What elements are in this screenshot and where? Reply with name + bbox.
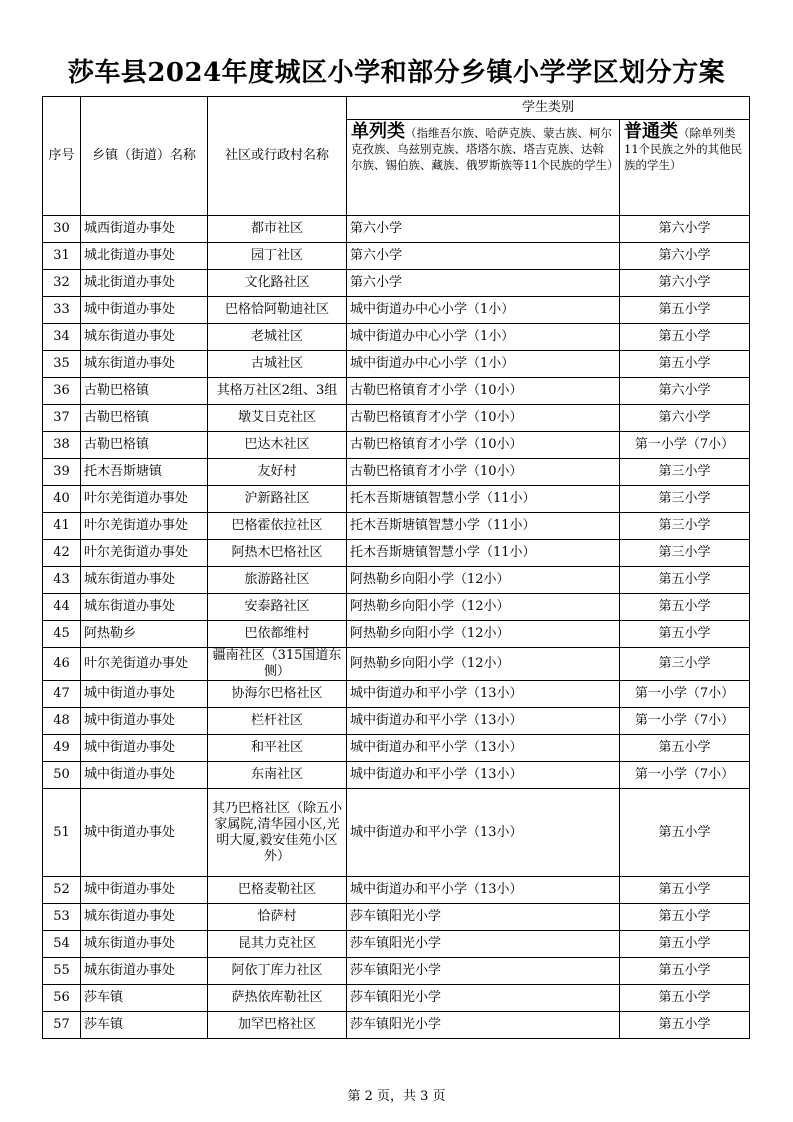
row-general-school: 第三小学 [620, 513, 750, 540]
header-general-title: 普通类 [624, 121, 678, 142]
row-no: 39 [43, 459, 81, 486]
table-row [43, 297, 750, 324]
row-community: 东南社区 [208, 762, 347, 789]
row-town: 叶尔羌街道办事处 [81, 486, 208, 513]
row-town: 城北街道办事处 [81, 270, 208, 297]
row-town: 城西街道办事处 [81, 216, 208, 243]
row-community: 文化路社区 [208, 270, 347, 297]
row-town: 莎车镇 [81, 985, 208, 1012]
row-single-school: 第六小学 [347, 243, 620, 270]
row-general-school: 第五小学 [620, 351, 750, 378]
row-community: 阿热木巴格社区 [208, 540, 347, 567]
row-no: 49 [43, 735, 81, 762]
row-general-school: 第五小学 [620, 324, 750, 351]
row-town: 托木吾斯塘镇 [81, 459, 208, 486]
row-town: 古勒巴格镇 [81, 432, 208, 459]
row-single-school: 莎车镇阳光小学 [347, 1012, 620, 1039]
row-town: 城中街道办事处 [81, 297, 208, 324]
table-row [43, 762, 750, 789]
table-row [43, 459, 750, 486]
table-row [43, 405, 750, 432]
row-community: 巴格麦勒社区 [208, 877, 347, 904]
row-community: 巴格恰阿勒迪社区 [208, 297, 347, 324]
row-community: 都市社区 [208, 216, 347, 243]
table-row [43, 270, 750, 297]
row-single-school: 古勒巴格镇育才小学（10小） [347, 432, 620, 459]
row-community: 和平社区 [208, 735, 347, 762]
row-single-school: 城中街道办中心小学（1小） [347, 324, 620, 351]
row-community: 老城社区 [208, 324, 347, 351]
row-no: 41 [43, 513, 81, 540]
row-no: 44 [43, 594, 81, 621]
row-community: 旅游路社区 [208, 567, 347, 594]
row-no: 34 [43, 324, 81, 351]
row-town: 城中街道办事处 [81, 681, 208, 708]
row-no: 47 [43, 681, 81, 708]
table-row [43, 216, 750, 243]
row-town: 城东街道办事处 [81, 567, 208, 594]
table-row [43, 243, 750, 270]
row-town: 莎车镇 [81, 1012, 208, 1039]
row-general-school: 第五小学 [620, 594, 750, 621]
row-community: 阿依丁库力社区 [208, 958, 347, 985]
row-single-school: 城中街道办和平小学（13小） [347, 708, 620, 735]
row-single-school: 城中街道办和平小学（13小） [347, 681, 620, 708]
row-single-school: 城中街道办和平小学（13小） [347, 789, 620, 877]
row-single-school: 第六小学 [347, 270, 620, 297]
row-town: 叶尔羌街道办事处 [81, 540, 208, 567]
page-footer: 第 2 页，共 3 页 [347, 1089, 446, 1104]
row-town: 城东街道办事处 [81, 931, 208, 958]
table-row [43, 486, 750, 513]
row-community: 巴达木社区 [208, 432, 347, 459]
row-town: 城北街道办事处 [81, 243, 208, 270]
row-community: 恰萨村 [208, 904, 347, 931]
row-single-school: 古勒巴格镇育才小学（10小） [347, 378, 620, 405]
row-town: 城中街道办事处 [81, 762, 208, 789]
row-community: 沪新路社区 [208, 486, 347, 513]
row-town: 城东街道办事处 [81, 958, 208, 985]
header-town: 乡镇（街道）名称 [81, 97, 208, 216]
row-single-school: 莎车镇阳光小学 [347, 985, 620, 1012]
row-no: 40 [43, 486, 81, 513]
table-row [43, 985, 750, 1012]
table-row [43, 877, 750, 904]
row-no: 54 [43, 931, 81, 958]
row-single-school: 莎车镇阳光小学 [347, 931, 620, 958]
row-single-school: 古勒巴格镇育才小学（10小） [347, 459, 620, 486]
row-general-school: 第三小学 [620, 486, 750, 513]
row-single-school: 城中街道办中心小学（1小） [347, 297, 620, 324]
row-single-school: 托木吾斯塘镇智慧小学（11小） [347, 513, 620, 540]
row-general-school: 第六小学 [620, 378, 750, 405]
row-town: 城东街道办事处 [81, 904, 208, 931]
row-single-school: 阿热勒乡向阳小学（12小） [347, 648, 620, 681]
table-row [43, 378, 750, 405]
row-no: 51 [43, 789, 81, 877]
table-row [43, 735, 750, 762]
row-general-school: 第五小学 [620, 789, 750, 877]
row-town: 古勒巴格镇 [81, 378, 208, 405]
row-community: 萨热依库勒社区 [208, 985, 347, 1012]
row-general-school: 第五小学 [620, 297, 750, 324]
header-no: 序号 [43, 97, 81, 216]
row-single-school: 城中街道办和平小学（13小） [347, 735, 620, 762]
row-community: 昆其力克社区 [208, 931, 347, 958]
row-community: 巴依都维村 [208, 621, 347, 648]
row-no: 57 [43, 1012, 81, 1039]
row-general-school: 第五小学 [620, 621, 750, 648]
row-general-school: 第五小学 [620, 877, 750, 904]
row-no: 35 [43, 351, 81, 378]
table-row [43, 958, 750, 985]
row-town: 叶尔羌街道办事处 [81, 513, 208, 540]
row-no: 37 [43, 405, 81, 432]
table-row [43, 513, 750, 540]
row-community: 友好村 [208, 459, 347, 486]
table-row [43, 681, 750, 708]
row-no: 38 [43, 432, 81, 459]
row-general-school: 第三小学 [620, 459, 750, 486]
header-single [347, 120, 620, 216]
header-single-title: 单列类 [351, 121, 405, 142]
row-single-school: 城中街道办和平小学（13小） [347, 877, 620, 904]
row-general-school: 第六小学 [620, 216, 750, 243]
row-general-school: 第五小学 [620, 1012, 750, 1039]
row-town: 城东街道办事处 [81, 594, 208, 621]
row-community: 墩艾日克社区 [208, 405, 347, 432]
row-no: 32 [43, 270, 81, 297]
row-community: 疆南社区（315国道东侧） [208, 648, 347, 681]
row-no: 46 [43, 648, 81, 681]
table-row [43, 708, 750, 735]
header-category: 学生类别 [347, 97, 750, 120]
row-general-school: 第一小学（7小） [620, 432, 750, 459]
row-community: 园丁社区 [208, 243, 347, 270]
row-single-school: 阿热勒乡向阳小学（12小） [347, 567, 620, 594]
table-row [43, 648, 750, 681]
row-no: 42 [43, 540, 81, 567]
header-general [620, 120, 750, 216]
row-single-school: 托木吾斯塘镇智慧小学（11小） [347, 486, 620, 513]
row-single-school: 城中街道办和平小学（13小） [347, 762, 620, 789]
row-single-school: 莎车镇阳光小学 [347, 904, 620, 931]
row-town: 城中街道办事处 [81, 735, 208, 762]
row-town: 古勒巴格镇 [81, 405, 208, 432]
table-row [43, 432, 750, 459]
row-no: 31 [43, 243, 81, 270]
table-row [43, 621, 750, 648]
table-row [43, 931, 750, 958]
row-no: 30 [43, 216, 81, 243]
row-town: 城东街道办事处 [81, 324, 208, 351]
row-no: 50 [43, 762, 81, 789]
row-single-school: 城中街道办中心小学（1小） [347, 351, 620, 378]
header-single-note: （指维吾尔族、哈萨克族、蒙古族、柯尔克孜族、乌兹别克族、塔塔尔族、塔吉克族、达斡尔族、锡伯族、藏族、俄罗斯族等11个民族的学生） [351, 126, 619, 172]
table-row [43, 351, 750, 378]
row-community: 安泰路社区 [208, 594, 347, 621]
table-header [43, 97, 750, 216]
row-no: 45 [43, 621, 81, 648]
row-community: 其乃巴格社区（除五小家属院,清华园小区,光明大厦,毅安佳苑小区外） [208, 789, 347, 877]
row-community: 协海尔巴格社区 [208, 681, 347, 708]
row-general-school: 第五小学 [620, 567, 750, 594]
row-community: 栏杆社区 [208, 708, 347, 735]
table-row [43, 1012, 750, 1039]
row-general-school: 第三小学 [620, 648, 750, 681]
row-general-school: 第五小学 [620, 985, 750, 1012]
document-title: 莎车县2024年度城区小学和部分乡镇小学学区划分方案 [67, 58, 726, 88]
row-town: 城东街道办事处 [81, 351, 208, 378]
row-community: 巴格霍依拉社区 [208, 513, 347, 540]
row-town: 城中街道办事处 [81, 789, 208, 877]
table-row [43, 324, 750, 351]
row-no: 56 [43, 985, 81, 1012]
header-general-note: （除单列类11个民族之外的其他民族的学生） [624, 126, 743, 172]
row-community: 古城社区 [208, 351, 347, 378]
row-town: 城中街道办事处 [81, 708, 208, 735]
row-single-school: 阿热勒乡向阳小学（12小） [347, 594, 620, 621]
row-general-school: 第五小学 [620, 735, 750, 762]
row-single-school: 第六小学 [347, 216, 620, 243]
row-single-school: 托木吾斯塘镇智慧小学（11小） [347, 540, 620, 567]
row-no: 55 [43, 958, 81, 985]
row-no: 52 [43, 877, 81, 904]
row-community: 加罕巴格社区 [208, 1012, 347, 1039]
header-community: 社区或行政村名称 [208, 97, 347, 216]
row-general-school: 第三小学 [620, 540, 750, 567]
row-no: 48 [43, 708, 81, 735]
table-row [43, 594, 750, 621]
row-single-school: 阿热勒乡向阳小学（12小） [347, 621, 620, 648]
row-town: 阿热勒乡 [81, 621, 208, 648]
row-general-school: 第一小学（7小） [620, 762, 750, 789]
row-no: 43 [43, 567, 81, 594]
row-no: 33 [43, 297, 81, 324]
table-row [43, 567, 750, 594]
table-row [43, 904, 750, 931]
row-general-school: 第五小学 [620, 931, 750, 958]
table-row [43, 540, 750, 567]
row-single-school: 古勒巴格镇育才小学（10小） [347, 405, 620, 432]
table-row [43, 789, 750, 877]
row-general-school: 第六小学 [620, 270, 750, 297]
row-general-school: 第一小学（7小） [620, 708, 750, 735]
table-body [43, 216, 750, 1039]
row-single-school: 莎车镇阳光小学 [347, 958, 620, 985]
row-general-school: 第一小学（7小） [620, 681, 750, 708]
district-table [42, 96, 750, 1039]
row-town: 城中街道办事处 [81, 877, 208, 904]
row-no: 36 [43, 378, 81, 405]
row-town: 叶尔羌街道办事处 [81, 648, 208, 681]
row-no: 53 [43, 904, 81, 931]
row-general-school: 第五小学 [620, 904, 750, 931]
row-general-school: 第五小学 [620, 958, 750, 985]
row-community: 其格万社区2组、3组 [208, 378, 347, 405]
row-general-school: 第六小学 [620, 243, 750, 270]
row-general-school: 第六小学 [620, 405, 750, 432]
